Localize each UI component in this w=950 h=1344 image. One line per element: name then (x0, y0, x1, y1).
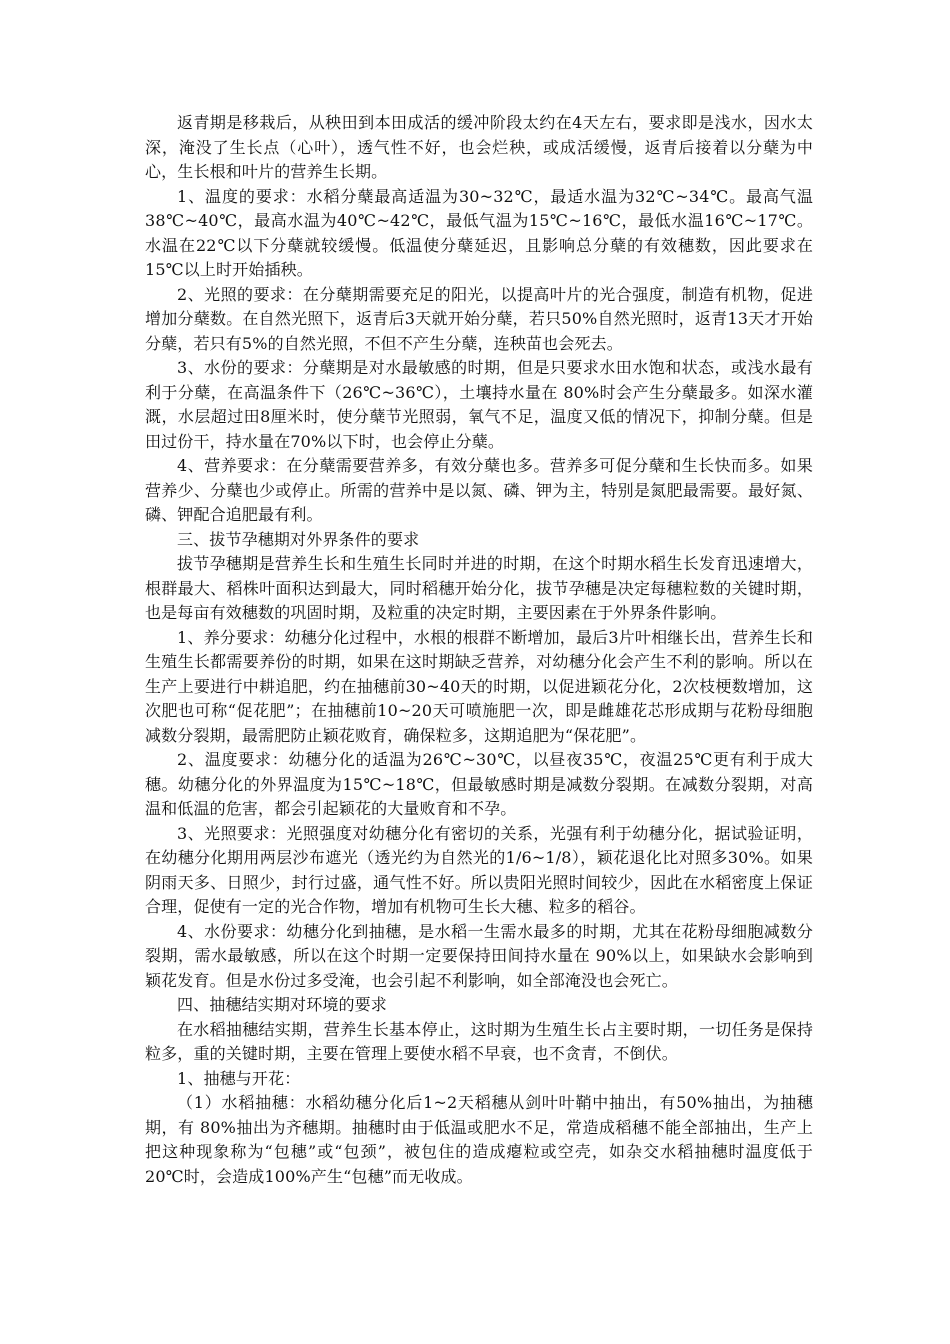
paragraph-booting-light: 3、光照要求：光照强度对幼穗分化有密切的关系，光强有利于幼穗分化，据试验证明，在幼穗分化期用两层沙布遮光（透光约为自然光的1/6~1/8），颖花退化比对照多30%。如果阴雨天多、日照少，封行过盛，通气性不好。所以贵阳光照时间较少，因此在水稻密度上保证合理，促使有一定的光合作物，增加有机物可生长大穗、粒多的稻谷。 (145, 823, 813, 916)
paragraph-jointing-booting-intro: 拔节孕穗期是营养生长和生殖生长同时并进的时期，在这个时期水稻生长发育迅速增大，根群最大、稻株叶面积达到最大，同时稻穗开始分化，拔节孕穗是决定每穗粒数的关键时期，也是每亩有效穗数的巩固时期，及粒重的决定时期，主要因素在于外界条件影响。 (145, 554, 813, 622)
paragraph-booting-temperature: 2、温度要求：幼穗分化的适温为26℃~30℃，以昼夜35℃，夜温25℃更有利于成大穗。幼穗分化的外界温度为15℃~18℃，但最敏感时期是减数分裂期。在减数分裂期，对高温和低温的危害，都会引起颖花的大量败育和不孕。 (145, 750, 813, 818)
section-heading-jointing-booting: 三、拔节孕穗期对外界条件的要求 (177, 529, 420, 549)
paragraph-booting-water: 4、水份要求：幼穗分化到抽穗，是水稻一生需水最多的时期，尤其在花粉母细胞减数分裂期，需水最敏感，所以在这个时期一定要保持田间持水量在 90%以上，如果缺水会影响到颖花发育。但是水份过多受淹，也会引起不利影响，如全部淹没也会死亡。 (145, 921, 813, 990)
subheading-heading-flowering: 1、抽穗与开花： (177, 1068, 301, 1088)
document-body (145, 111, 813, 1189)
paragraph-tillering-water: 3、水份的要求：分蘖期是对水最敏感的时期，但是只要求水田水饱和状态，或浅水最有利于分蘖，在高温条件下（26℃~36℃），土壤持水量在 80%时会产生分蘖最多。如深水灌溉，水层超过田8厘米时，使分蘖节光照弱，氧气不足，温度又低的情况下，抑制分蘖。但是田过份干，持水量在70%以下时，也会停止分蘖。 (145, 358, 813, 451)
paragraph-tillering-temperature: 1、温度的要求：水稻分蘖最高适温为30~32℃，最适水温为32℃~34℃。最高气温38℃~40℃，最高水温为40℃~42℃，最低气温为15℃~16℃，最低水温16℃~17℃。水温在22℃以下分蘖就较缓慢。低温使分蘖延迟，且影响总分蘖的有效穗数，因此要求在 15℃以上时开始插秧。 (145, 186, 813, 279)
paragraph-booting-nutrients: 1、养分要求：幼穗分化过程中，水根的根群不断增加，最后3片叶相继长出，营养生长和生殖生长都需要养份的时期，如果在这时期缺乏营养，对幼穗分化会产生不利的影响。所以在生产上要进行中耕追肥，约在抽穗前30~40天的时期，以促进颖花分化，2次枝梗数增加，这次肥也可称“促花肥”；在抽穗前10~20天可喷施肥一次，即是雌雄花芯形成期与花粉母细胞减数分裂期，最需肥防止颖花败育，确保粒多，这期追肥为“保花肥”。 (145, 627, 813, 745)
paragraph-regreening-period: 返青期是移栽后，从秧田到本田成活的缓冲阶段太约在4天左右，要求即是浅水，因水太深，淹没了生长点（心叶），透气性不好，也会烂秧，或成活缓慢，返青后接着以分蘖为中心，生长根和叶片的营养生长期。 (145, 113, 813, 181)
paragraph-tillering-light: 2、光照的要求：在分蘖期需要充足的阳光，以提高叶片的光合强度，制造有机物，促进增加分蘖数。在自然光照下，返青后3天就开始分蘖，若只50%自然光照时，返青13天才开始分蘖，若只有5%的自然光照，不但不产生分蘖，连秧苗也会死去。 (145, 284, 813, 353)
paragraph-tillering-nutrition: 4、营养要求：在分蘖需要营养多，有效分蘖也多。营养多可促分蘖和生长快而多。如果营养少、分蘖也少或停止。所需的营养中是以氮、磷、钾为主，特别是氮肥最需要。最好氮、磷、钾配合追肥最有利。 (145, 456, 813, 524)
section-heading-heading-fruiting: 四、抽穗结实期对环境的要求 (177, 995, 387, 1014)
paragraph-heading-fruiting-intro: 在水稻抽穗结实期，营养生长基本停止，这时期为生殖生长占主要时期，一切任务是保持粒多，重的关键时期，主要在管理上要使水稻不早衰，也不贪青，不倒伏。 (145, 1019, 813, 1063)
paragraph-rice-heading: （1）水稻抽穗：水稻幼穗分化后1~2天稻穗从剑叶叶鞘中抽出，有50%抽出，为抽穗期，有 80%抽出为齐穗期。抽穗时由于低温或肥水不足，常造成稻穗不能全部抽出，生产上把这种现象称为“包穗”或“包颈”，被包住的造成瘪粒或空壳，如杂交水稻抽穗时温度低于20℃时，会造成100%产生“包穗”而无收成。 (145, 1093, 813, 1186)
